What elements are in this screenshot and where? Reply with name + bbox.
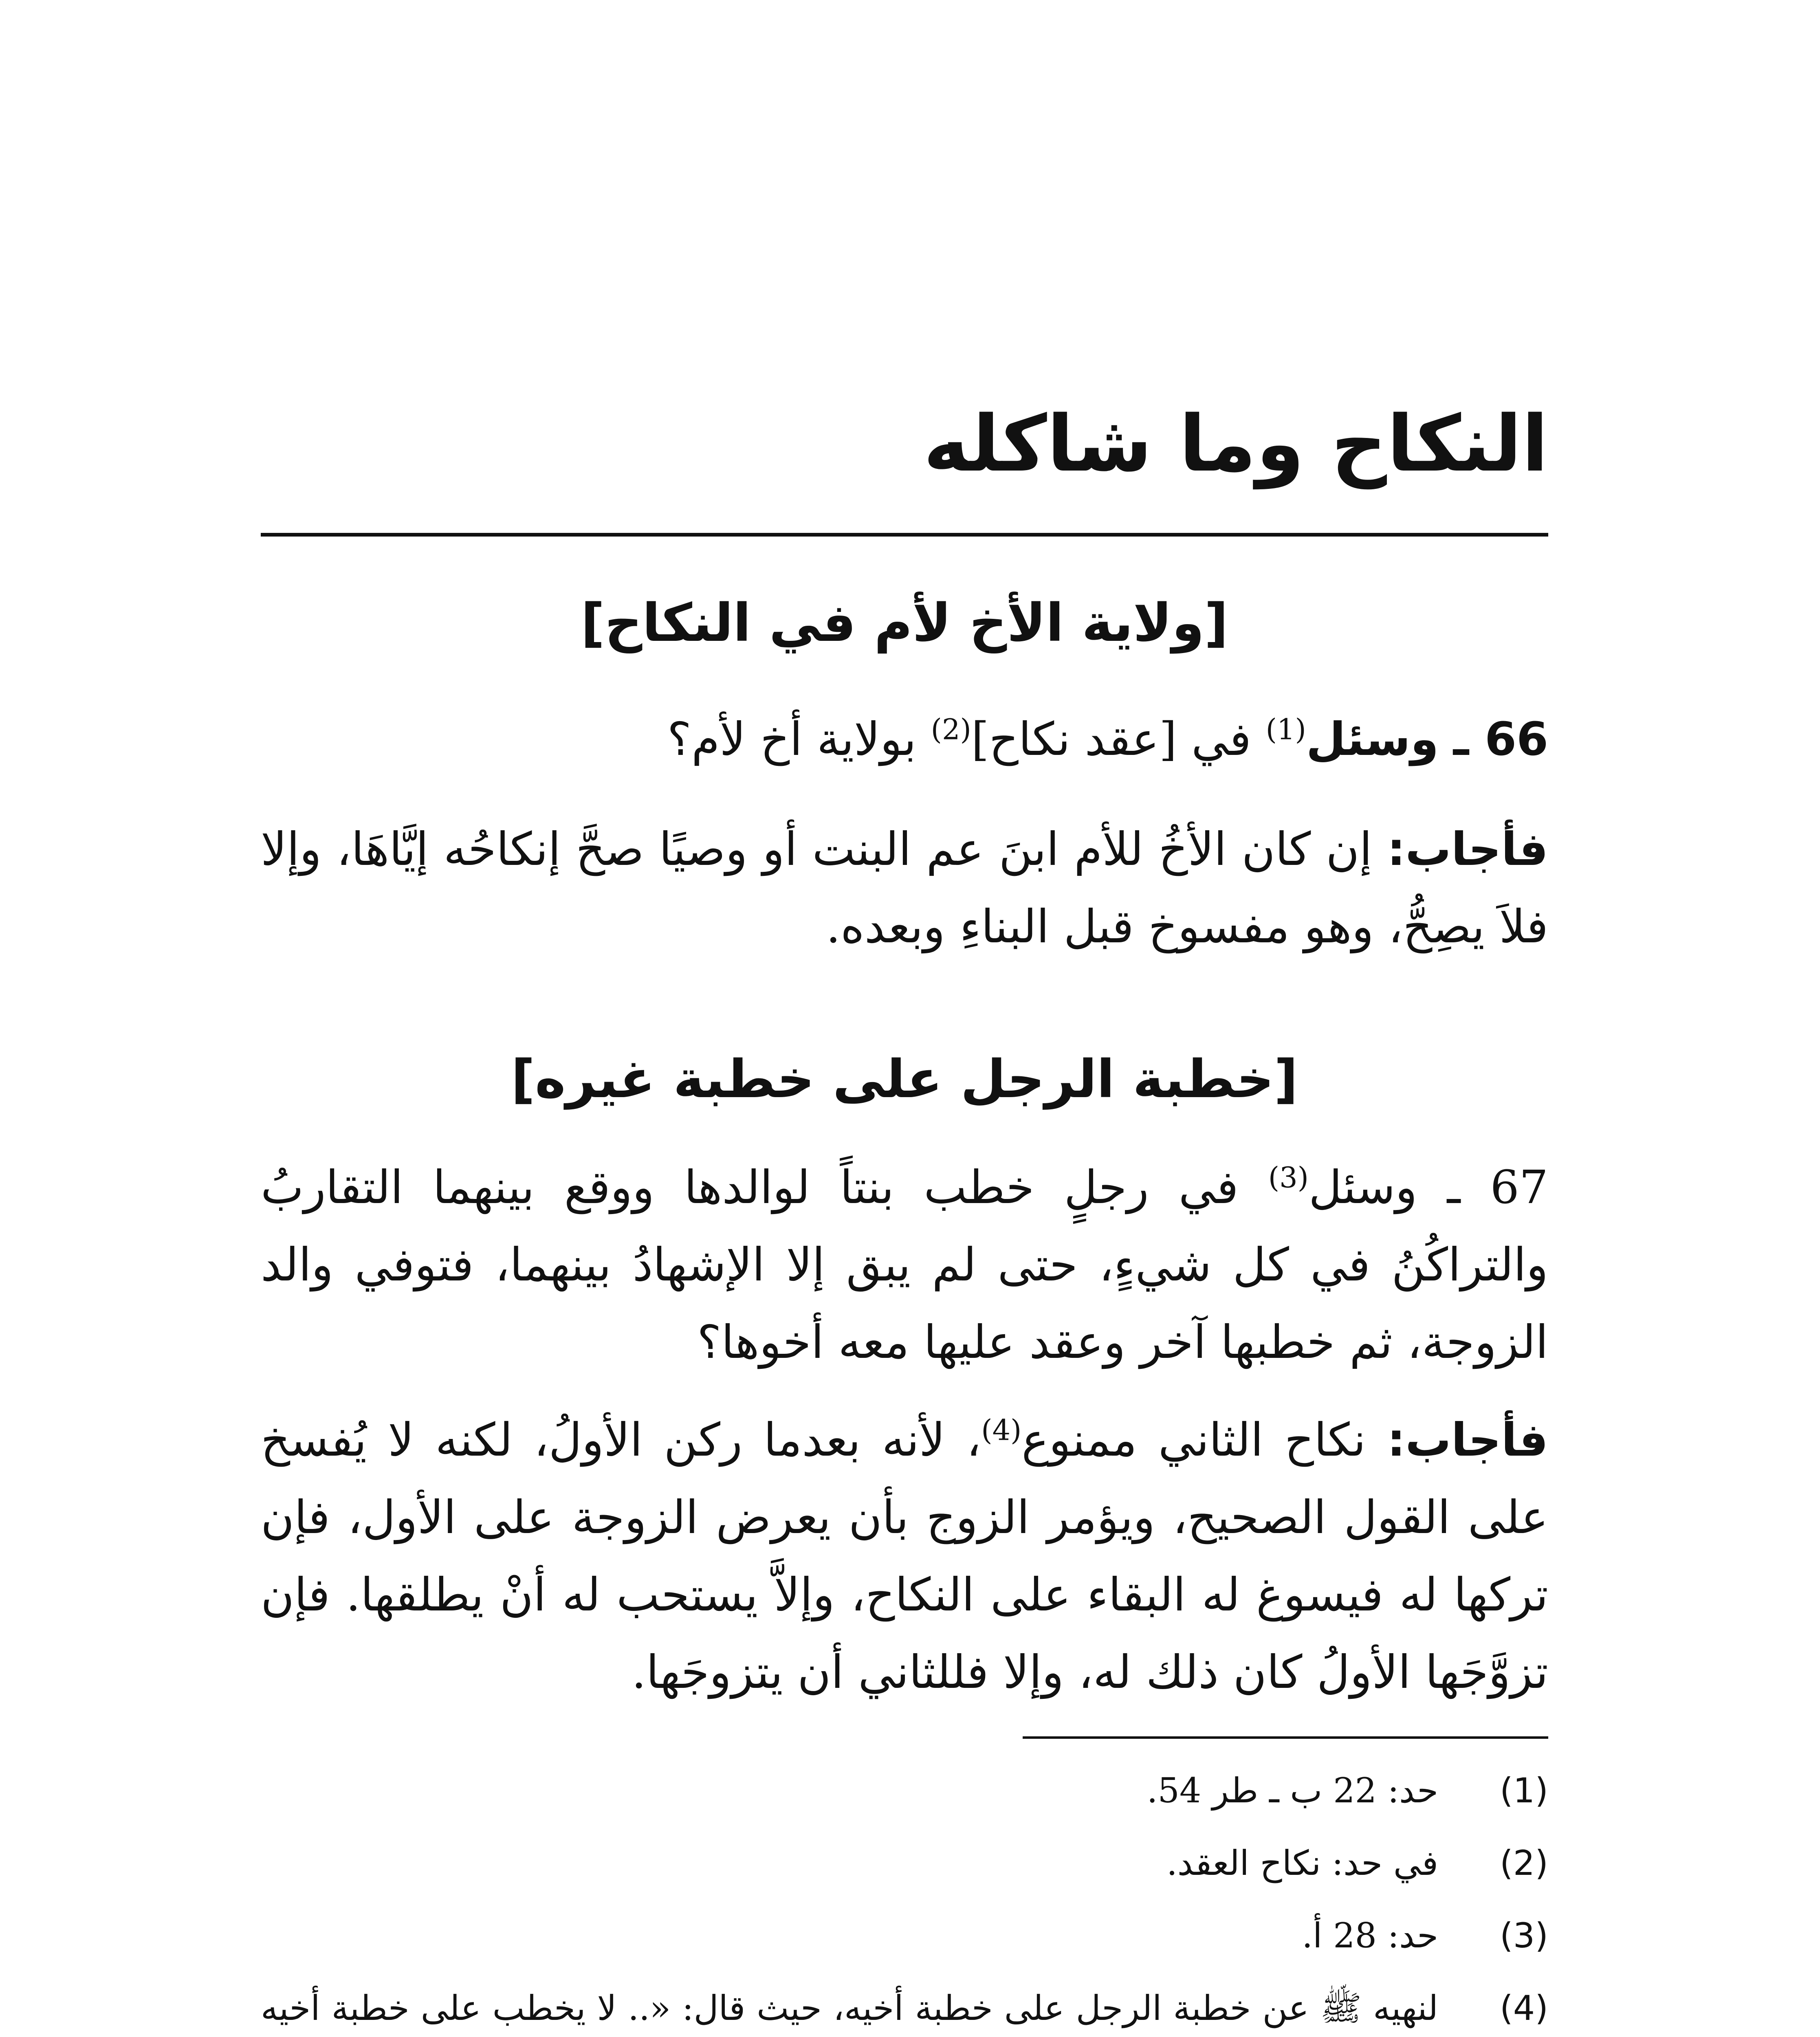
answer-text-part-b: ، لأنه بعدما ركن الأولُ، لكنه لا يُفسخ على القول الصحيح، ويؤمر الزوج بأن يعرض الزوجة على الأول، فإن تركها له فيسوغ له البقاء على النكاح، وإلاَّ يستحب له أنْ يطلقها. فإن تزوَّجَها الأولُ كان ذلك له، وإلا فللثاني أن يتزوجَها. [261,1414,1548,1699]
answer-66 [261,811,1548,966]
question-number: 67 ـ [1447,1161,1549,1214]
question-66 [261,701,1548,778]
footnote-number: (4) [1499,1988,1548,2028]
chapter-title: النكاح وما شاكله [923,399,1548,489]
answer-text-part-a: نكاح الثاني ممنوع [1021,1414,1387,1467]
footnote-text: حد: 28 أ. [1302,1916,1438,1956]
footnote-ref-4: (4) [981,1413,1022,1447]
footnote-text: لنهيه ﷺ عن خطبة الرجل على خطبة أخيه، حيث قال: «.. لا يخطب على خطبة أخيه [261,1988,1438,2028]
footnote-item [261,1982,1548,2037]
footnote-ref-3: (3) [1268,1161,1309,1194]
answer-lead: فأجاب: [1387,1414,1549,1467]
answer-lead: فأجاب: [1387,823,1548,876]
question-lead: وسئل [1306,713,1439,766]
footnote-item [261,1909,1548,1962]
question-text: في رجلٍ خطب بنتاً لوالدها ووقع بينهما التقاربُ والتراكُنُ في كل شيءٍ، حتى لم يبق إلا الإشهادُ بينهما، فتوفي والد الزوجة، ثم خطبها آخر وعقد عليها معه أخوها؟ [261,1161,1548,1369]
footnote-text: حد: 22 ب ـ طر 54. [1147,1771,1438,1810]
answer-text: إن كان الأخُ للأم ابنَ عم البنت أو وصيًا صحَّ إنكاحُه إيَّاهَا، وإلا فلاَ يصِحُّ، وهو مفسوخ قبل البناءِ وبعده. [261,823,1548,953]
question-lead: وسئل [1308,1161,1417,1214]
answer-67 [261,1401,1548,1711]
question-text-part-b: بولاية أخ لأم؟ [667,713,931,766]
footnote-ref-1: (1) [1265,713,1306,746]
footnote-item [261,1837,1548,1890]
footnotes [261,1764,1548,2037]
footnote-ref-2: (2) [931,713,971,746]
footnote-item [261,1764,1548,1817]
footnote-number: (2) [1499,1843,1548,1883]
footnote-text: في حد: نكاح العقد. [1166,1843,1438,1883]
question-number: 66 ـ [1453,713,1548,766]
footnote-separator [1023,1736,1548,1739]
question-text-part-a: في [عقد نكاح] [971,713,1266,766]
question-67 [261,1149,1548,1381]
chapter-title-underline [261,533,1548,537]
section-heading-proposal: [خطبة الرجل على خطبة غيره] [511,1049,1298,1110]
footnote-number: (3) [1499,1916,1548,1956]
section-heading-guardianship: [ولاية الأخ لأم في النكاح] [581,593,1228,653]
footnote-number: (1) [1499,1771,1548,1810]
